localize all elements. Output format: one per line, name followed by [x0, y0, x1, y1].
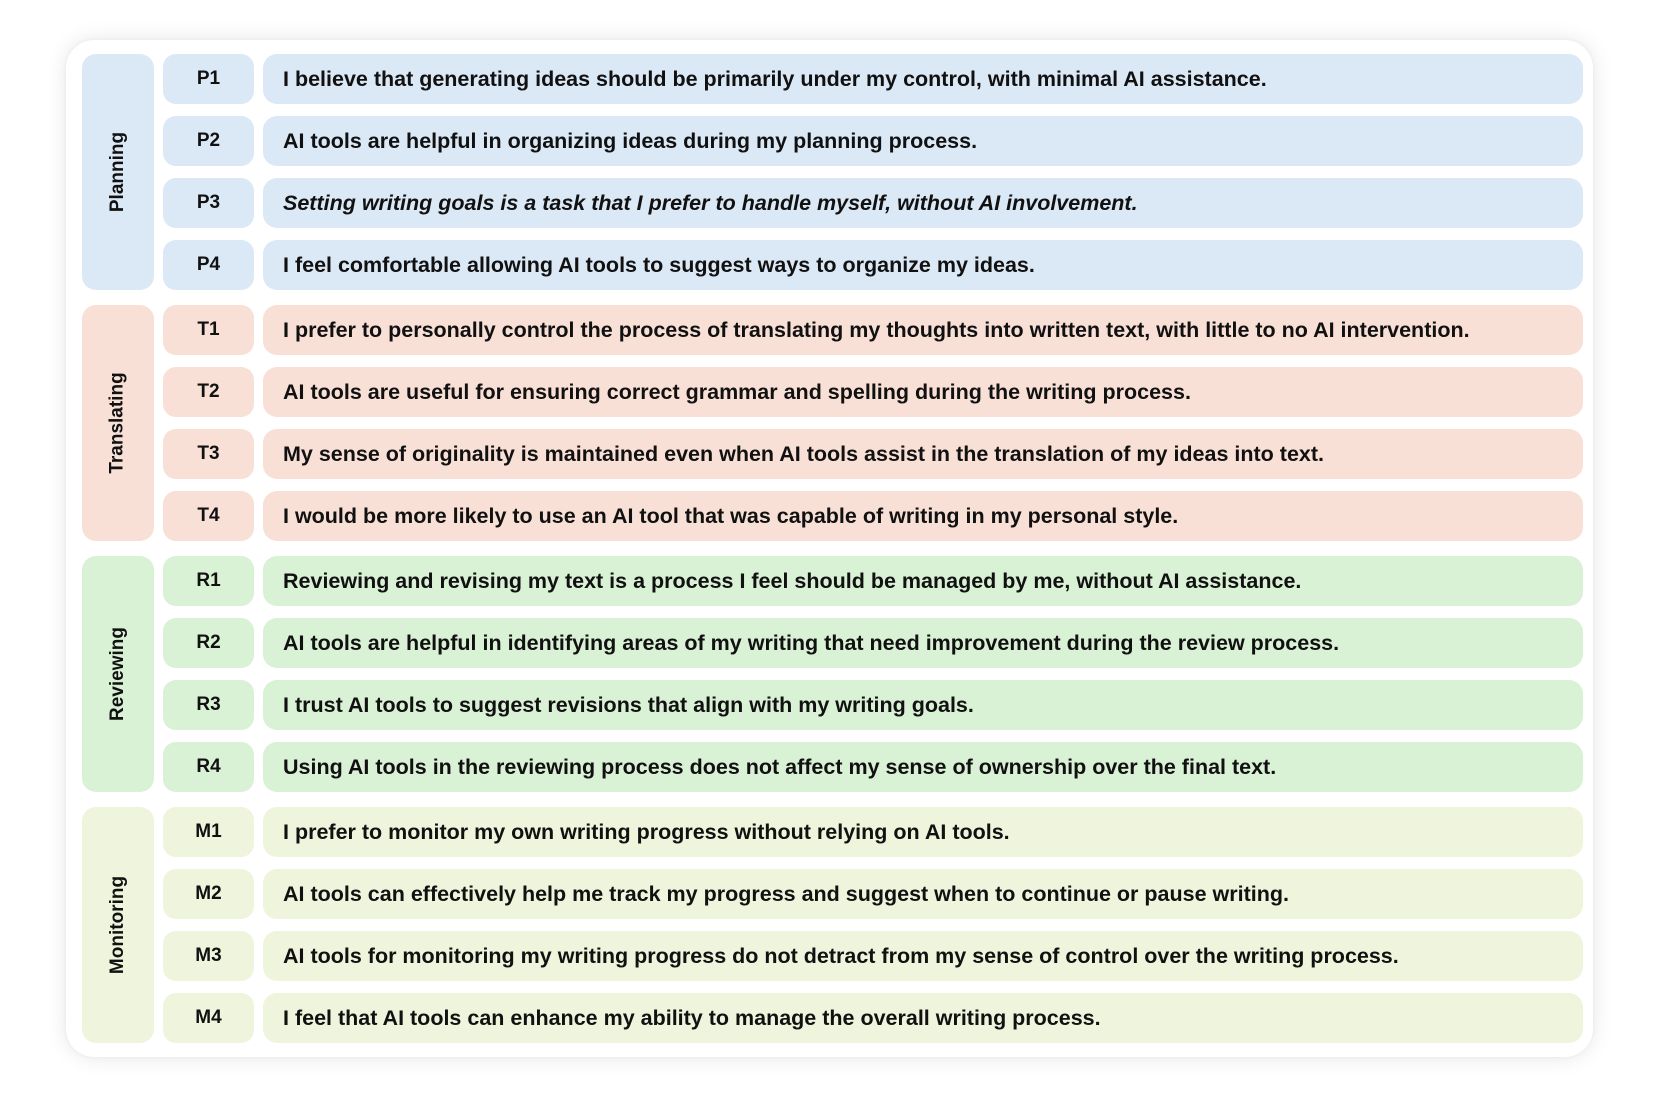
- statement-row: [0, 931, 1661, 981]
- group-label-text: Translating: [107, 372, 129, 474]
- item-code: R1: [163, 556, 254, 606]
- item-statement: Using AI tools in the reviewing process does not affect my sense of ownership over the final text.: [263, 742, 1583, 792]
- item-statement: I prefer to monitor my own writing progress without relying on AI tools.: [263, 807, 1583, 857]
- statement-row: [0, 54, 1661, 104]
- item-statement: I feel that AI tools can enhance my ability to manage the overall writing process.: [263, 993, 1583, 1043]
- item-code: M3: [163, 931, 254, 981]
- statement-row: [0, 742, 1661, 792]
- statement-row: [0, 367, 1661, 417]
- item-code: M4: [163, 993, 254, 1043]
- group-label-text: Planning: [107, 131, 129, 213]
- item-code: P1: [163, 54, 254, 104]
- statement-row: [0, 116, 1661, 166]
- group-label-text: Reviewing: [107, 627, 129, 721]
- item-code: P2: [163, 116, 254, 166]
- statement-row: [0, 305, 1661, 355]
- item-statement: I would be more likely to use an AI tool that was capable of writing in my personal style.: [263, 491, 1583, 541]
- statement-row: [0, 680, 1661, 730]
- item-code: R2: [163, 618, 254, 668]
- item-code: R3: [163, 680, 254, 730]
- statement-row: [0, 556, 1661, 606]
- item-code: T3: [163, 429, 254, 479]
- item-code: R4: [163, 742, 254, 792]
- item-statement: I trust AI tools to suggest revisions that align with my writing goals.: [263, 680, 1583, 730]
- item-code: M2: [163, 869, 254, 919]
- item-statement: AI tools are helpful in organizing ideas during my planning process.: [263, 116, 1583, 166]
- item-statement: My sense of originality is maintained even when AI tools assist in the translation of my ideas into text.: [263, 429, 1583, 479]
- item-code: T4: [163, 491, 254, 541]
- item-statement: AI tools for monitoring my writing progress do not detract from my sense of control over the writing process.: [263, 931, 1583, 981]
- statement-row: [0, 491, 1661, 541]
- statement-row: [0, 993, 1661, 1043]
- statement-row: [0, 618, 1661, 668]
- item-statement: AI tools are helpful in identifying areas of my writing that need improvement during the review process.: [263, 618, 1583, 668]
- item-statement: Reviewing and revising my text is a process I feel should be managed by me, without AI assistance.: [263, 556, 1583, 606]
- item-statement: AI tools are useful for ensuring correct grammar and spelling during the writing process.: [263, 367, 1583, 417]
- item-statement: I believe that generating ideas should be primarily under my control, with minimal AI assistance.: [263, 54, 1583, 104]
- item-code: M1: [163, 807, 254, 857]
- item-statement: I prefer to personally control the process of translating my thoughts into written text, with little to no AI intervention.: [263, 305, 1583, 355]
- statement-row: [0, 429, 1661, 479]
- group-label-text: Monitoring: [107, 875, 129, 975]
- item-code: P3: [163, 178, 254, 228]
- statement-row: [0, 807, 1661, 857]
- statement-row: [0, 869, 1661, 919]
- item-statement: AI tools can effectively help me track my progress and suggest when to continue or pause writing.: [263, 869, 1583, 919]
- item-statement: I feel comfortable allowing AI tools to suggest ways to organize my ideas.: [263, 240, 1583, 290]
- item-code: T2: [163, 367, 254, 417]
- statement-row: [0, 240, 1661, 290]
- statement-row: [0, 178, 1661, 228]
- item-code: P4: [163, 240, 254, 290]
- item-code: T1: [163, 305, 254, 355]
- item-statement: Setting writing goals is a task that I prefer to handle myself, without AI involvement.: [263, 178, 1583, 228]
